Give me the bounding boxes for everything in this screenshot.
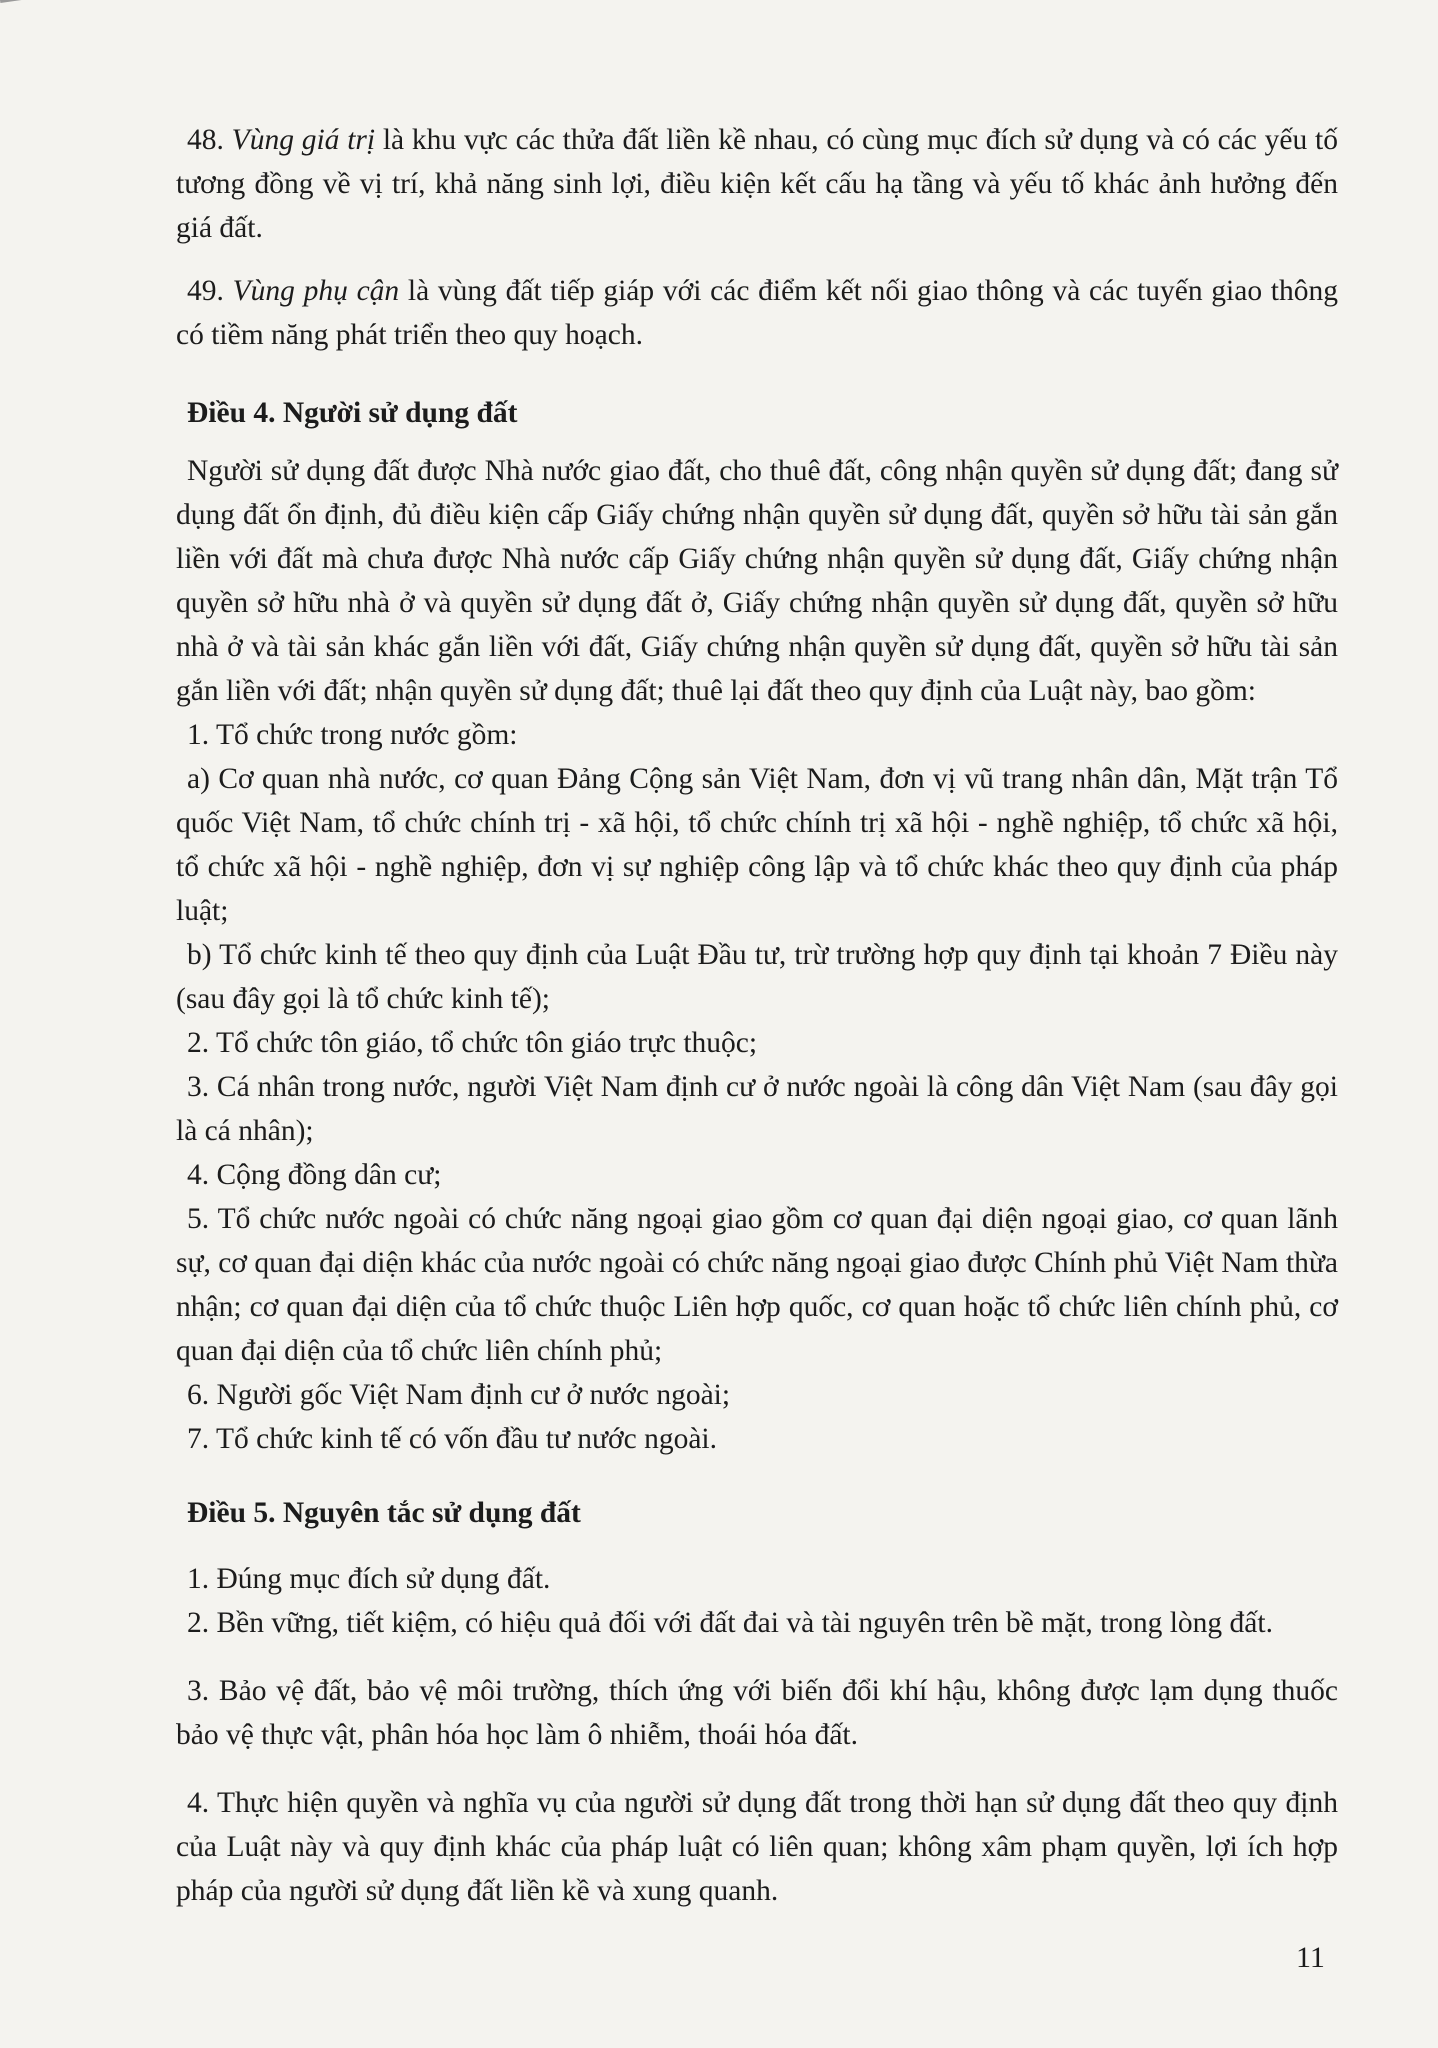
article-5-item-2: 2. Bền vững, tiết kiệm, có hiệu quả đối với đất đai và tài nguyên trên bề mặt, trong lòng đất. (187, 1607, 1273, 1639)
clause-48 (176, 118, 1338, 250)
clause-48-text: là khu vực các thửa đất liền kề nhau, có cùng mục đích sử dụng và có các yếu tố tương đồng về vị trí, khả năng sinh lợi, điều kiện kết cấu hạ tầng và yếu tố khác ảnh hưởng đến giá đất. (176, 124, 1339, 244)
article-4-item-6: 6. Người gốc Việt Nam định cư ở nước ngoài; (187, 1379, 731, 1411)
article-4-item-5: 5. Tổ chức nước ngoài có chức năng ngoại giao gồm cơ quan đại diện ngoại giao, cơ quan lãnh sự, cơ quan đại diện khác của nước ngoài có chức năng ngoại giao được Chính phủ Việt Nam thừa nhận; cơ quan đại diện của tổ chức thuộc Liên hợp quốc, cơ quan hoặc tổ chức liên chính phủ, cơ quan đại diện của tổ chức liên chính phủ; (176, 1203, 1338, 1367)
article-4-title: Điều 4. Người sử dụng đất (187, 397, 518, 429)
page-body (176, 118, 1338, 1913)
article-4-intro: Người sử dụng đất được Nhà nước giao đất, cho thuê đất, công nhận quyền sử dụng đất; đang sử dụng đất ổn định, đủ điều kiện cấp Giấy chứng nhận quyền sử dụng đất, quyền sở hữu tài sản gắn liền với đất mà chưa được Nhà nước cấp Giấy chứng nhận quyền sử dụng đất, Giấy chứng nhận quyền sở hữu nhà ở và quyền sử dụng đất ở, Giấy chứng nhận quyền sử dụng đất, quyền sở hữu nhà ở và tài sản khác gắn liền với đất, Giấy chứng nhận quyền sử dụng đất, quyền sở hữu tài sản gắn liền với đất; nhận quyền sử dụng đất; thuê lại đất theo quy định của Luật này, bao gồm: (176, 455, 1338, 707)
article-4-item-7: 7. Tổ chức kinh tế có vốn đầu tư nước ngoài. (187, 1423, 717, 1455)
article-4-item-2: 2. Tổ chức tôn giáo, tổ chức tôn giáo trực thuộc; (187, 1027, 758, 1059)
article-5-title: Điều 5. Nguyên tắc sử dụng đất (187, 1497, 581, 1529)
clause-49-text: là vùng đất tiếp giáp với các điểm kết nối giao thông và các tuyến giao thông có tiềm năng phát triển theo quy hoạch. (176, 275, 1338, 351)
article-4-item-3: 3. Cá nhân trong nước, người Việt Nam định cư ở nước ngoài là công dân Việt Nam (sau đây gọi là cá nhân); (176, 1071, 1338, 1147)
article-4-item-1a: a) Cơ quan nhà nước, cơ quan Đảng Cộng sản Việt Nam, đơn vị vũ trang nhân dân, Mặt trận Tổ quốc Việt Nam, tổ chức chính trị - xã hội, tổ chức chính trị xã hội - nghề nghiệp, tổ chức xã hội, tổ chức xã hội - nghề nghiệp, đơn vị sự nghiệp công lập và tổ chức khác theo quy định của pháp luật; (176, 763, 1338, 927)
article-4-item-4: 4. Cộng đồng dân cư; (187, 1159, 442, 1191)
page-number: 11 (1296, 1941, 1325, 1974)
clause-49-term: Vùng phụ cận (232, 275, 400, 307)
article-4-item-1: 1. Tổ chức trong nước gồm: (187, 719, 518, 751)
clause-48-term: Vùng giá trị (231, 124, 376, 156)
article-4-item-1b: b) Tổ chức kinh tế theo quy định của Luật Đầu tư, trừ trường hợp quy định tại khoản 7 Điều này (sau đây gọi là tổ chức kinh tế); (176, 939, 1338, 1015)
clause-49-number: 49. (187, 275, 224, 307)
clause-49 (176, 269, 1338, 357)
clause-48-number: 48. (187, 124, 224, 156)
article-5-item-1: 1. Đúng mục đích sử dụng đất. (187, 1563, 551, 1595)
article-5-item-3: 3. Bảo vệ đất, bảo vệ môi trường, thích ứng với biến đổi khí hậu, không được lạm dụng thuốc bảo vệ thực vật, phân hóa học làm ô nhiễm, thoái hóa đất. (176, 1675, 1338, 1751)
page-corner-fold (0, 0, 72, 21)
article-5-item-4: 4. Thực hiện quyền và nghĩa vụ của người sử dụng đất trong thời hạn sử dụng đất theo quy định của Luật này và quy định khác của pháp luật có liên quan; không xâm phạm quyền, lợi ích hợp pháp của người sử dụng đất liền kề và xung quanh. (176, 1787, 1338, 1907)
